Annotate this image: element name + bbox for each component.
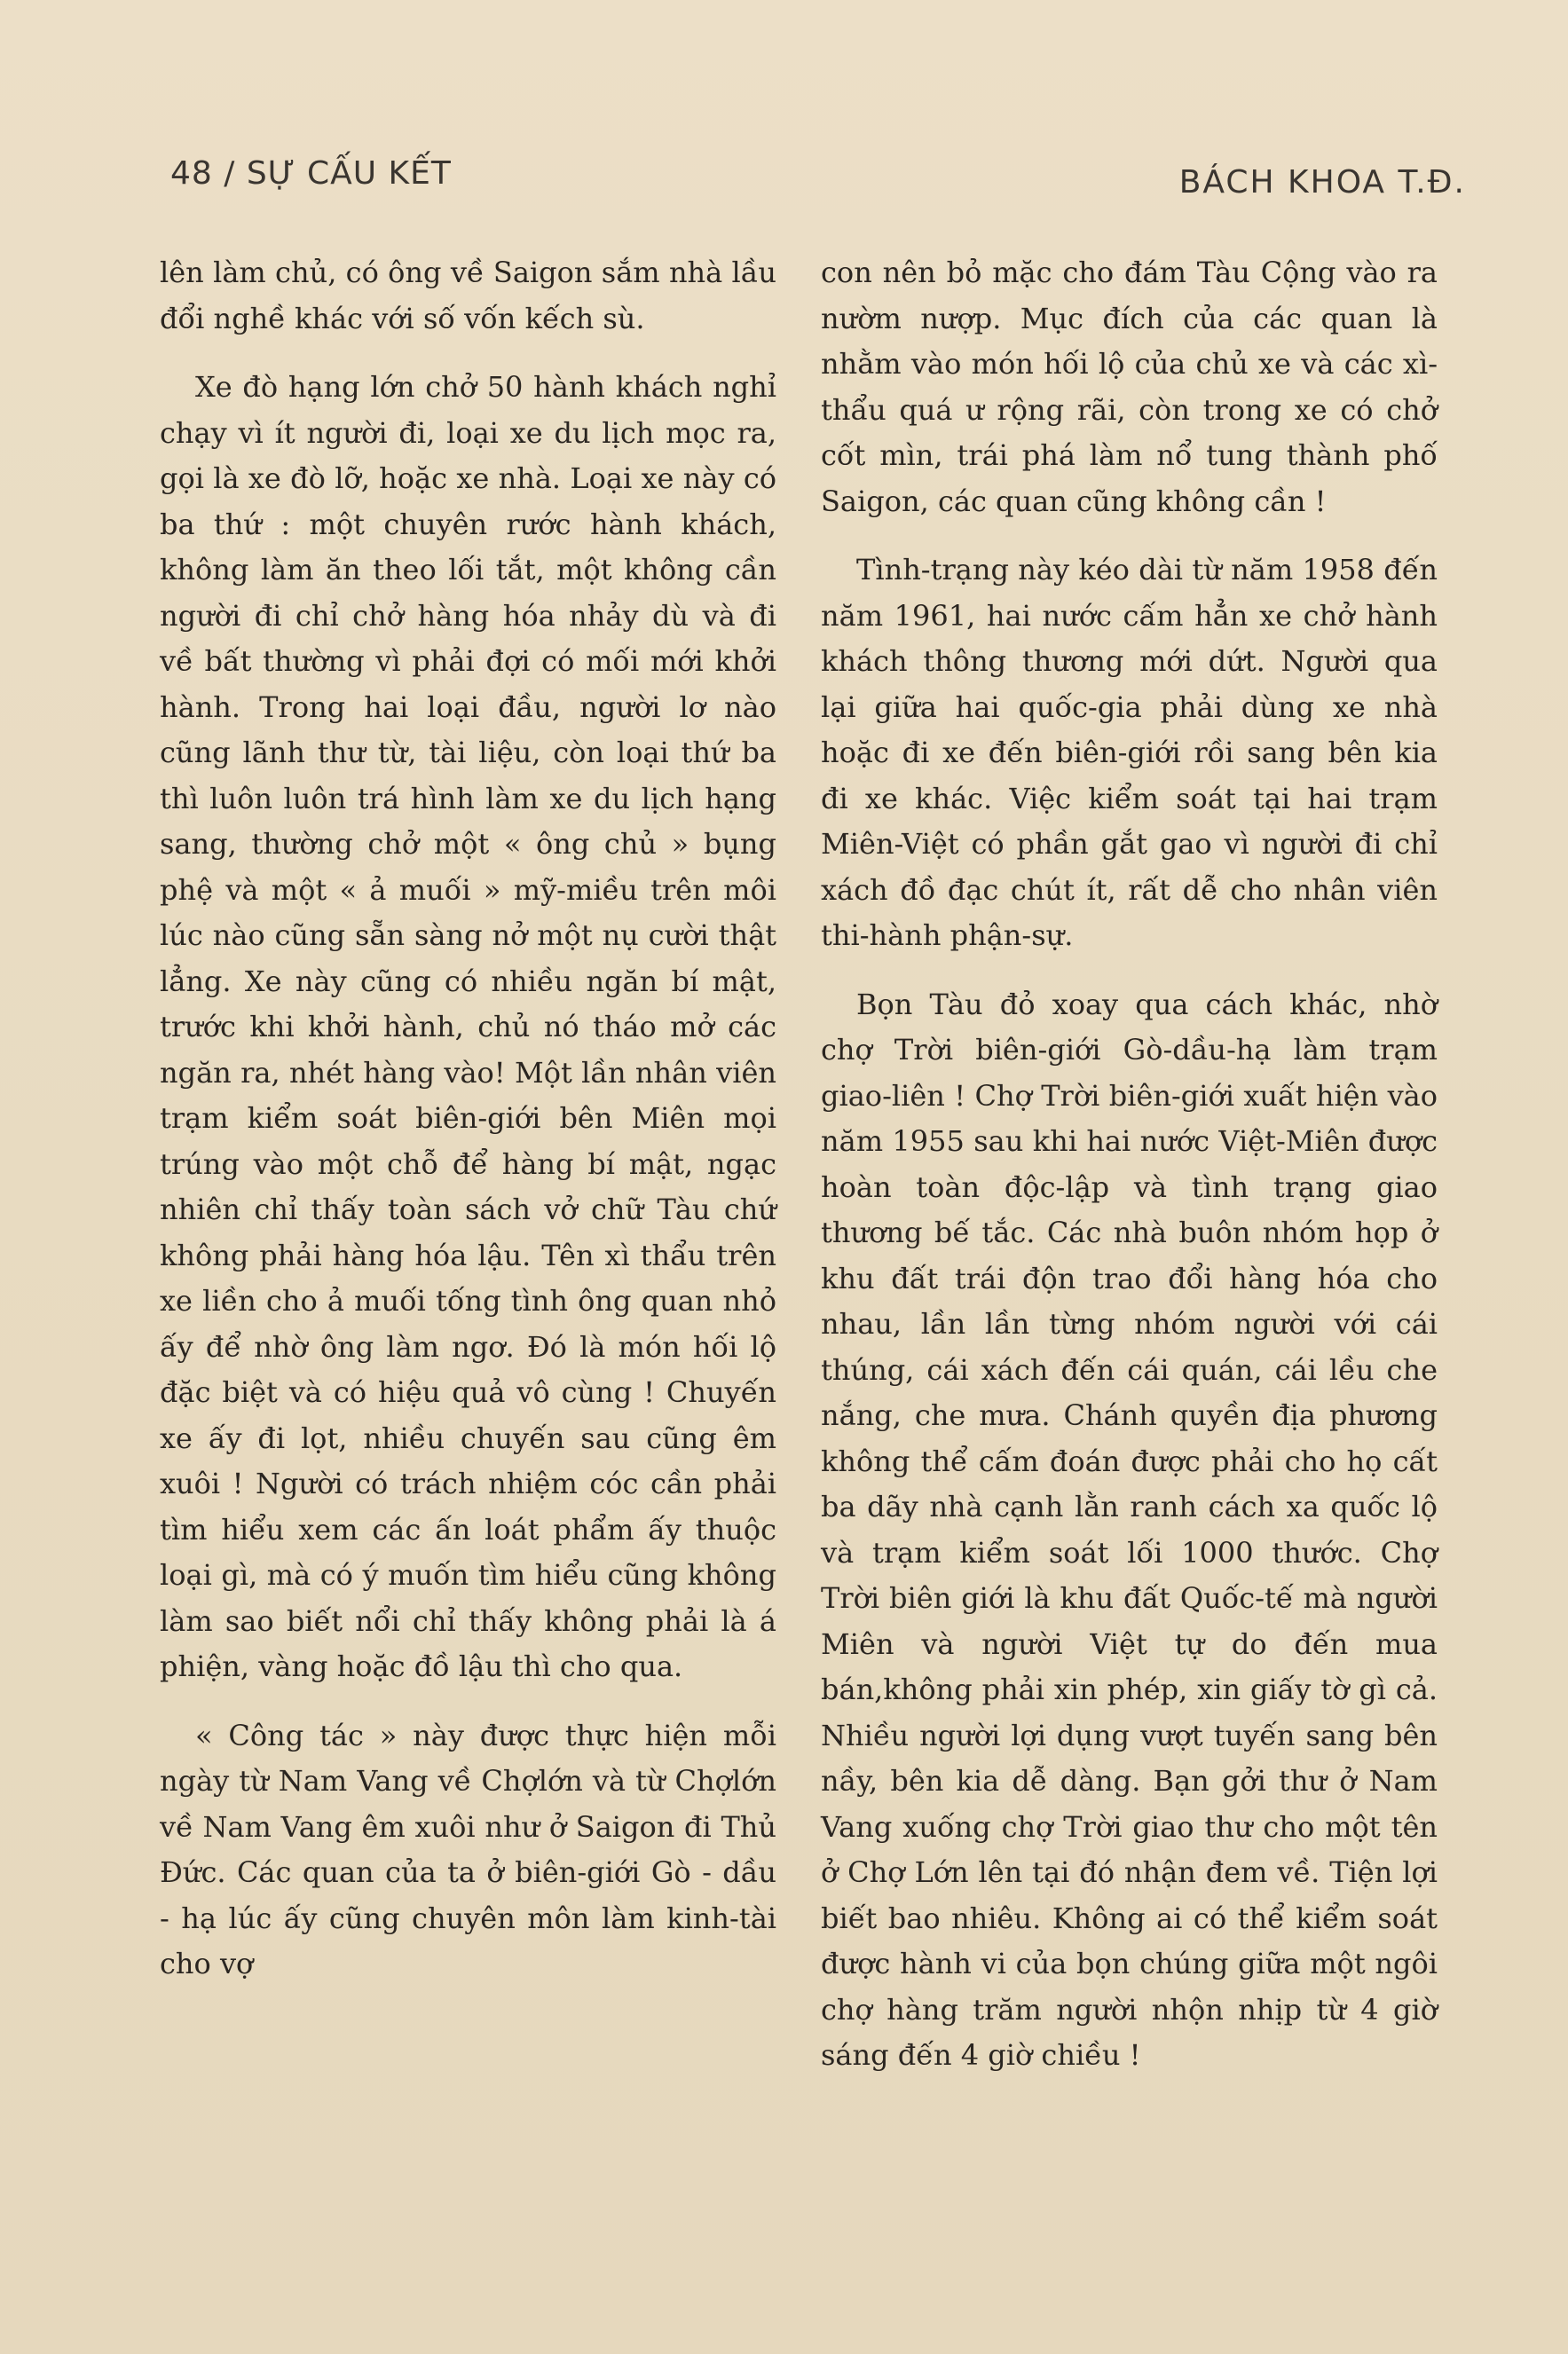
paragraph: Tình-trạng này kéo dài từ năm 1958 đến năm 1961, hai nước cấm hẳn xe chở hành khách thông thương mới dứt. Người qua lại giữa hai quốc-gia phải dùng xe nhà hoặc đi xe đến biên-giới rồi sang bên kia đi xe khác. Việc kiểm soát tại hai trạm Miên-Việt có phần gắt gao vì người đi chỉ xách đồ đạc chút ít, rất dễ cho nhân viên thi-hành phận-sự. xyxy=(821,553,1438,952)
paragraph: « Công tác » này được thực hiện mỗi ngày từ Nam Vang về Chợlớn và từ Chợlớn về Nam Vang êm xuôi như ở Saigon đi Thủ Đức. Các quan của ta ở biên-giới Gò - dầu - hạ lúc ấy cũng chuyên môn làm kinh-tài cho vợ xyxy=(160,1718,776,1980)
left-column xyxy=(160,250,776,1988)
right-column xyxy=(821,250,1438,2079)
page-number-title: 48 / SỰ CẤU KẾT xyxy=(170,155,452,192)
paragraph: Bọn Tàu đỏ xoay qua cách khác, nhờ chợ Trời biên-giới Gò-dầu-hạ làm trạm giao-liên ! Chợ Trời biên-giới xuất hiện vào năm 1955 sau khi hai nước Việt-Miên được hoàn toàn độc-lập và tình trạng giao thương bế tắc. Các nhà buôn nhóm họp ở khu đất trái độn trao đổi hàng hóa cho nhau, lần lần từng nhóm người với cái thúng, cái xách đến cái quán, cái lều che nắng, che mưa. Chánh quyền địa phương không thể cấm đoán được phải cho họ cất ba dãy nhà cạnh lằn ranh cách xa quốc lộ và trạm kiểm soát lối 1000 thước. Chợ Trời biên giới là khu đất Quốc-tế mà người Miên và người Việt tự do đến mua bán,không phải xin phép, xin giấy tờ gì cả. Nhiều người lợi dụng vượt tuyến sang bên nầy, bên kia dễ dàng. Bạn gởi thư ở Nam Vang xuống chợ Trời giao thư cho một tên ở Chợ Lớn lên tại đó nhận đem về. Tiện lợi biết bao nhiêu. Không ai có thể kiểm soát được hành vi của bọn chúng giữa một ngôi chợ hàng trăm người nhộn nhịp từ 4 giờ sáng đến 4 giờ chiều ! xyxy=(821,987,1438,2072)
paragraph: Xe đò hạng lớn chở 50 hành khách nghỉ chạy vì ít người đi, loại xe du lịch mọc ra, gọi là xe đò lỡ, hoặc xe nhà. Loại xe này có ba thứ : một chuyên rước hành khách, không làm ăn theo lối tắt, một không cần người đi chỉ chở hàng hóa nhảy dù và đi về bất thường vì phải đợi có mối mới khởi hành. Trong hai loại đầu, người lơ nào cũng lãnh thư từ, tài liệu, còn loại thứ ba thì luôn luôn trá hình làm xe du lịch hạng sang, thường chở một « ông chủ » bụng phệ và một « ả muối » mỹ-miều trên môi lúc nào cũng sẵn sàng nở một nụ cười thật lẳng. Xe này cũng có nhiều ngăn bí mật, trước khi khởi hành, chủ nó tháo mở các ngăn ra, nhét hàng vào! Một lần nhân viên trạm kiểm soát biên-giới bên Miên mọi trúng vào một chỗ để hàng bí mật, ngạc nhiên chỉ thấy toàn sách vở chữ Tàu chứ không phải hàng hóa lậu. Tên xì thẩu trên xe liền cho ả muối tống tình ông quan nhỏ ấy để nhờ ông làm ngơ. Đó là món hối lộ đặc biệt và có hiệu quả vô cùng ! Chuyến xe ấy đi lọt, nhiều chuyến sau cũng êm xuôi ! Người có trách nhiệm cóc cần phải tìm hiểu xem các ấn loát phẩm ấy thuộc loại gì, mà có ý muốn tìm hiểu cũng không làm sao biết nổi chỉ thấy không phải là á phiện, vàng hoặc đồ lậu thì cho qua. xyxy=(160,370,776,1683)
paragraph: lên làm chủ, có ông về Saigon sắm nhà lầu đổi nghề khác với số vốn kếch sù. xyxy=(160,256,776,335)
paragraph: con nên bỏ mặc cho đám Tàu Cộng vào ra nườm nượp. Mục đích của các quan là nhằm vào món hối lộ của chủ xe và các xì-thẩu quá ư rộng rãi, còn trong xe có chở cốt mìn, trái phá làm nổ tung thành phố Saigon, các quan cũng không cần ! xyxy=(821,256,1438,518)
page-header xyxy=(170,155,1466,209)
journal-name: BÁCH KHOA T.Đ. xyxy=(1178,164,1466,201)
